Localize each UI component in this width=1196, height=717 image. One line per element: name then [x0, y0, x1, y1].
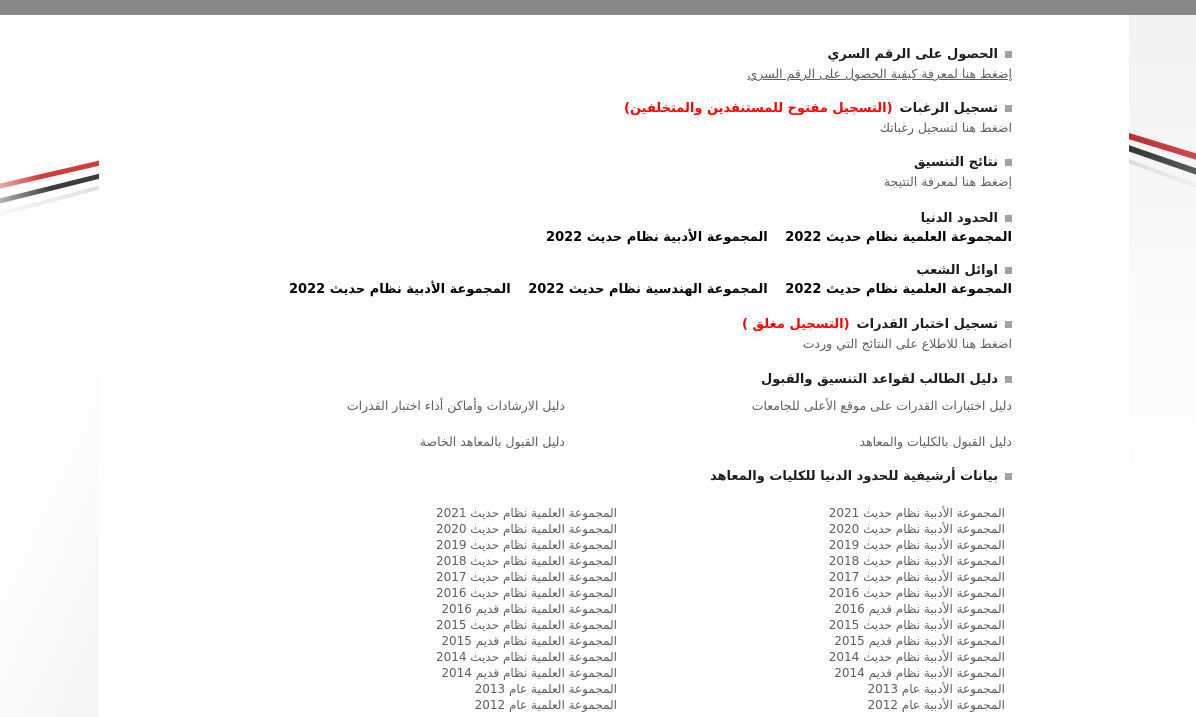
secret-number-howto-link[interactable]: إضغط هنا لمعرفة كيفية الحصول على الرقم السري — [747, 66, 1012, 81]
section-title-row — [109, 99, 1012, 118]
guide-links-row — [109, 434, 1012, 449]
square-bullet-icon — [1005, 376, 1012, 383]
section-title-row — [109, 467, 1012, 486]
section-secret-number — [109, 45, 1012, 83]
top-bar — [0, 0, 1196, 15]
right-margin-background — [1129, 15, 1196, 717]
archive-link-scientific[interactable]: المجموعة العلمية نظام حديث 2016 — [435, 586, 617, 600]
section-title: نتائج التنسيق — [913, 155, 998, 170]
square-bullet-icon — [1005, 51, 1012, 58]
archive-link-scientific[interactable]: المجموعة العلمية نظام حديث 2015 — [435, 618, 617, 632]
register-wishes-link[interactable]: اضغط هنا لتسجيل رغباتك — [879, 120, 1012, 135]
archive-link-scientific[interactable]: المجموعة العلمية نظام حديث 2018 — [435, 554, 617, 568]
archive-link-scientific[interactable]: المجموعة العلمية نظام قديم 2016 — [441, 602, 617, 616]
section-archive — [109, 467, 1012, 486]
square-bullet-icon — [1005, 267, 1012, 274]
section-title-row — [109, 153, 1012, 172]
square-bullet-icon — [1005, 105, 1012, 112]
archive-link-literary[interactable]: المجموعة الأدبية نظام حديث 2015 — [828, 618, 1005, 632]
archive-link-literary[interactable]: المجموعة الأدبية نظام حديث 2014 — [828, 650, 1005, 664]
top-students-links-row — [109, 280, 1012, 299]
square-bullet-icon — [1005, 473, 1012, 480]
archive-link-scientific[interactable]: المجموعة العلمية عام 2012 — [474, 698, 617, 712]
archive-link-literary[interactable]: المجموعة الأدبية نظام حديث 2017 — [828, 570, 1005, 584]
content-area — [99, 15, 1129, 717]
registration-closed-status: (التسجيل مغلق ) — [742, 317, 850, 332]
private-institutes-admission-guide-link[interactable]: دليل القبول بالمعاهد الخاصة — [419, 434, 565, 449]
archive-row — [219, 665, 1005, 681]
section-title: بيانات أرشيفية للحدود الدنيا للكليات والمعاهد — [709, 469, 998, 484]
section-coordination-results — [109, 153, 1012, 191]
archive-link-scientific[interactable]: المجموعة العلمية نظام حديث 2017 — [435, 570, 617, 584]
view-result-link[interactable]: إضغط هنا لمعرفة النتيجة — [883, 174, 1012, 189]
top-students-engineering-2022-link[interactable]: المجموعة الهندسية نظام حديث 2022 — [528, 282, 768, 297]
archive-link-literary[interactable]: المجموعة الأدبية نظام حديث 2021 — [828, 506, 1005, 520]
archive-link-scientific[interactable]: المجموعة العلمية نظام قديم 2014 — [441, 666, 617, 680]
section-aptitude-test — [109, 315, 1012, 353]
section-title: الحصول على الرقم السري — [827, 47, 998, 62]
archive-link-scientific[interactable]: المجموعة العلمية نظام قديم 2015 — [441, 634, 617, 648]
archive-row — [219, 537, 1005, 553]
section-title-row — [109, 45, 1012, 64]
left-margin-background — [0, 15, 99, 717]
archive-row — [219, 681, 1005, 697]
square-bullet-icon — [1005, 321, 1012, 328]
archive-link-literary[interactable]: المجموعة الأدبية نظام قديم 2015 — [834, 634, 1005, 648]
archive-link-scientific[interactable]: المجموعة العلمية نظام حديث 2019 — [435, 538, 617, 552]
aptitude-tests-guide-link[interactable]: دليل اختبارات القدرات على موقع الأعلى للجامعات — [751, 398, 1012, 413]
square-bullet-icon — [1005, 159, 1012, 166]
section-wishes-registration — [109, 99, 1012, 137]
instructions-test-locations-guide-link[interactable]: دليل الارشادات وأماكن أداء اختبار القدرات — [346, 398, 565, 413]
top-students-literary-2022-link[interactable]: المجموعة الأدبية نظام حديث 2022 — [288, 282, 511, 297]
archive-link-scientific[interactable]: المجموعة العلمية نظام حديث 2020 — [435, 522, 617, 536]
archive-row — [219, 697, 1005, 713]
section-title: تسجيل الرغبات — [899, 101, 998, 116]
archive-row — [219, 633, 1005, 649]
archive-row — [219, 553, 1005, 569]
section-title-row — [109, 209, 1012, 228]
minimum-limits-links-row — [109, 228, 1012, 247]
section-title: تسجيل اختبار القدرات — [856, 317, 998, 332]
section-top-students — [109, 261, 1012, 299]
square-bullet-icon — [1005, 215, 1012, 222]
section-title-row — [109, 370, 1012, 389]
guide-links-row — [109, 398, 1012, 413]
min-limits-literary-2022-link[interactable]: المجموعة الأدبية نظام حديث 2022 — [546, 230, 768, 245]
archive-link-literary[interactable]: المجموعة الأدبية نظام قديم 2014 — [834, 666, 1005, 680]
archive-row — [219, 585, 1005, 601]
archive-link-scientific[interactable]: المجموعة العلمية نظام حديث 2014 — [435, 650, 617, 664]
archive-row — [219, 601, 1005, 617]
archive-row — [219, 617, 1005, 633]
min-limits-scientific-2022-link[interactable]: المجموعة العلمية نظام حديث 2022 — [785, 230, 1012, 245]
archive-link-literary[interactable]: المجموعة الأدبية نظام حديث 2018 — [828, 554, 1005, 568]
archive-link-literary[interactable]: المجموعة الأدبية عام 2013 — [867, 682, 1005, 696]
colleges-institutes-admission-guide-link[interactable]: دليل القبول بالكليات والمعاهد — [859, 434, 1012, 449]
archive-row — [219, 569, 1005, 585]
archive-link-scientific[interactable]: المجموعة العلمية نظام حديث 2021 — [435, 506, 617, 520]
archive-link-literary[interactable]: المجموعة الأدبية نظام حديث 2016 — [828, 586, 1005, 600]
aptitude-results-link[interactable]: اضغط هنا للاطلاع على النتائج التي وردت — [802, 336, 1012, 351]
section-student-guide — [109, 370, 1012, 449]
archive-link-literary[interactable]: المجموعة الأدبية نظام حديث 2019 — [828, 538, 1005, 552]
archive-row — [219, 505, 1005, 521]
archive-link-literary[interactable]: المجموعة الأدبية نظام قديم 2016 — [834, 602, 1005, 616]
archive-link-scientific[interactable]: المجموعة العلمية عام 2013 — [474, 682, 617, 696]
archive-row — [219, 521, 1005, 537]
archive-link-literary[interactable]: المجموعة الأدبية عام 2012 — [867, 698, 1005, 712]
top-students-scientific-2022-link[interactable]: المجموعة العلمية نظام حديث 2022 — [785, 282, 1012, 297]
section-title: دليل الطالب لقواعد التنسيق والقبول — [760, 372, 998, 387]
section-title: اوائل الشعب — [916, 263, 998, 278]
section-title-row — [109, 261, 1012, 280]
registration-open-status: (التسجيل مفتوح للمستنفدين والمتخلفين) — [624, 101, 893, 116]
archive-links-table — [219, 505, 1005, 713]
section-minimum-limits — [109, 209, 1012, 247]
archive-row — [219, 649, 1005, 665]
archive-link-literary[interactable]: المجموعة الأدبية نظام حديث 2020 — [828, 522, 1005, 536]
section-title-row — [109, 315, 1012, 334]
section-title: الحدود الدنيا — [920, 211, 998, 226]
